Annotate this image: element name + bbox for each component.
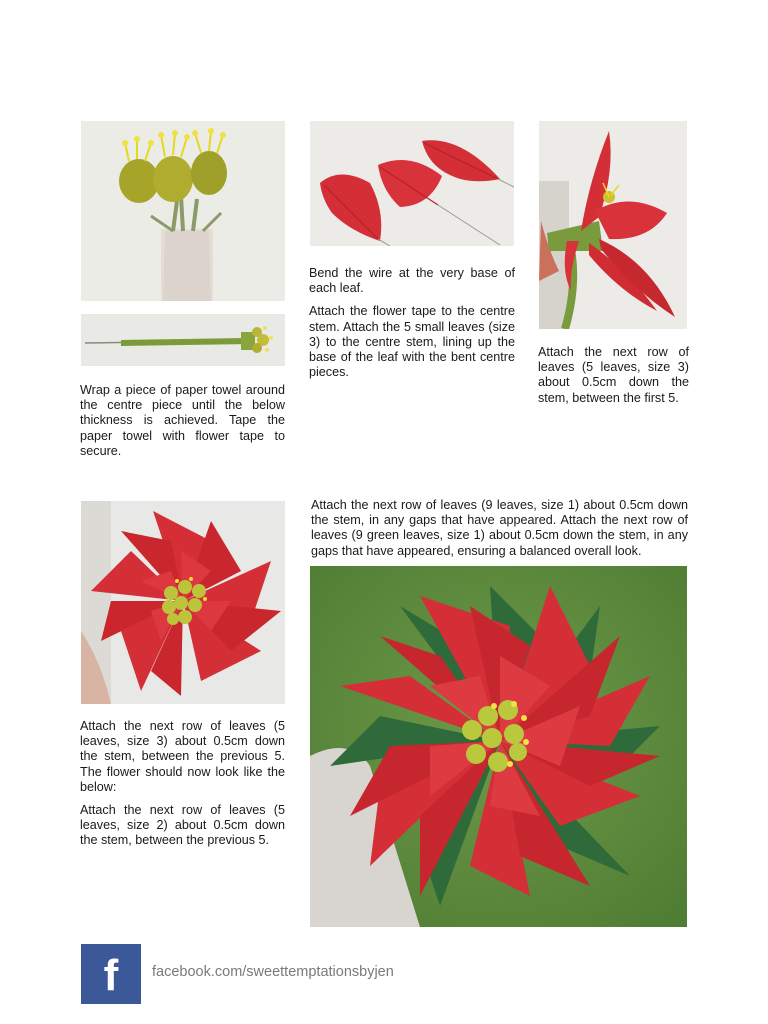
finished-poinsettia-image [310,566,687,927]
text-next-row-size2: Attach the next row of leaves (5 leaves, size 2) about 0.5cm down the stem, between the previous 5. [80,803,285,848]
facebook-icon[interactable] [81,944,141,1004]
first-row-image [539,121,687,329]
text-next-row-previous: Attach the next row of leaves (5 leaves, size 3) about 0.5cm down the stem, between the previous 5. The flower should now look like the below: [80,719,285,794]
instruction-centre-wrap [80,383,285,467]
photo-three-leaves [310,121,514,246]
text-centre-wrap: Wrap a piece of paper towel around the centre piece until the below thickness is achieved. Tape the paper towel with flower tape to secure. [80,383,285,458]
instruction-next-row-first [538,345,689,414]
photo-centre-stamens [81,121,285,301]
text-attach-tape: Attach the flower tape to the centre stem. Attach the 5 small leaves (size 3) to the centre stem, lining up the base of the leaf with the bent centre pieces. [309,304,515,380]
photo-first-row [539,121,687,329]
photo-taped-stem [81,314,285,366]
centre-stamens-image [81,121,285,301]
taped-stem-image [81,314,285,366]
instruction-next-row-nine [311,498,688,567]
instruction-next-rows-previous [80,719,285,857]
instruction-bend-attach [309,266,515,388]
photo-finished-poinsettia [310,566,687,927]
three-leaves-image [310,121,514,246]
text-next-row-first: Attach the next row of leaves (5 leaves, size 3) about 0.5cm down the stem, between the first 5. [538,345,689,405]
text-next-row-nine: Attach the next row of leaves (9 leaves, size 1) about 0.5cm down the stem, in any gaps that have appeared. Attach the next row of leaves (9 green leaves, size 1) about 0.5cm down the stem, in any gaps that have appeared, ensuring a balanced overall look. [311,498,688,558]
facebook-letter: f [103,951,119,1000]
photo-flower-small [81,501,285,704]
text-bend-wire: Bend the wire at the very base of each leaf. [309,266,515,296]
facebook-link[interactable]: facebook.com/sweettemptationsbyjen [152,964,394,980]
flower-small-image [81,501,285,704]
